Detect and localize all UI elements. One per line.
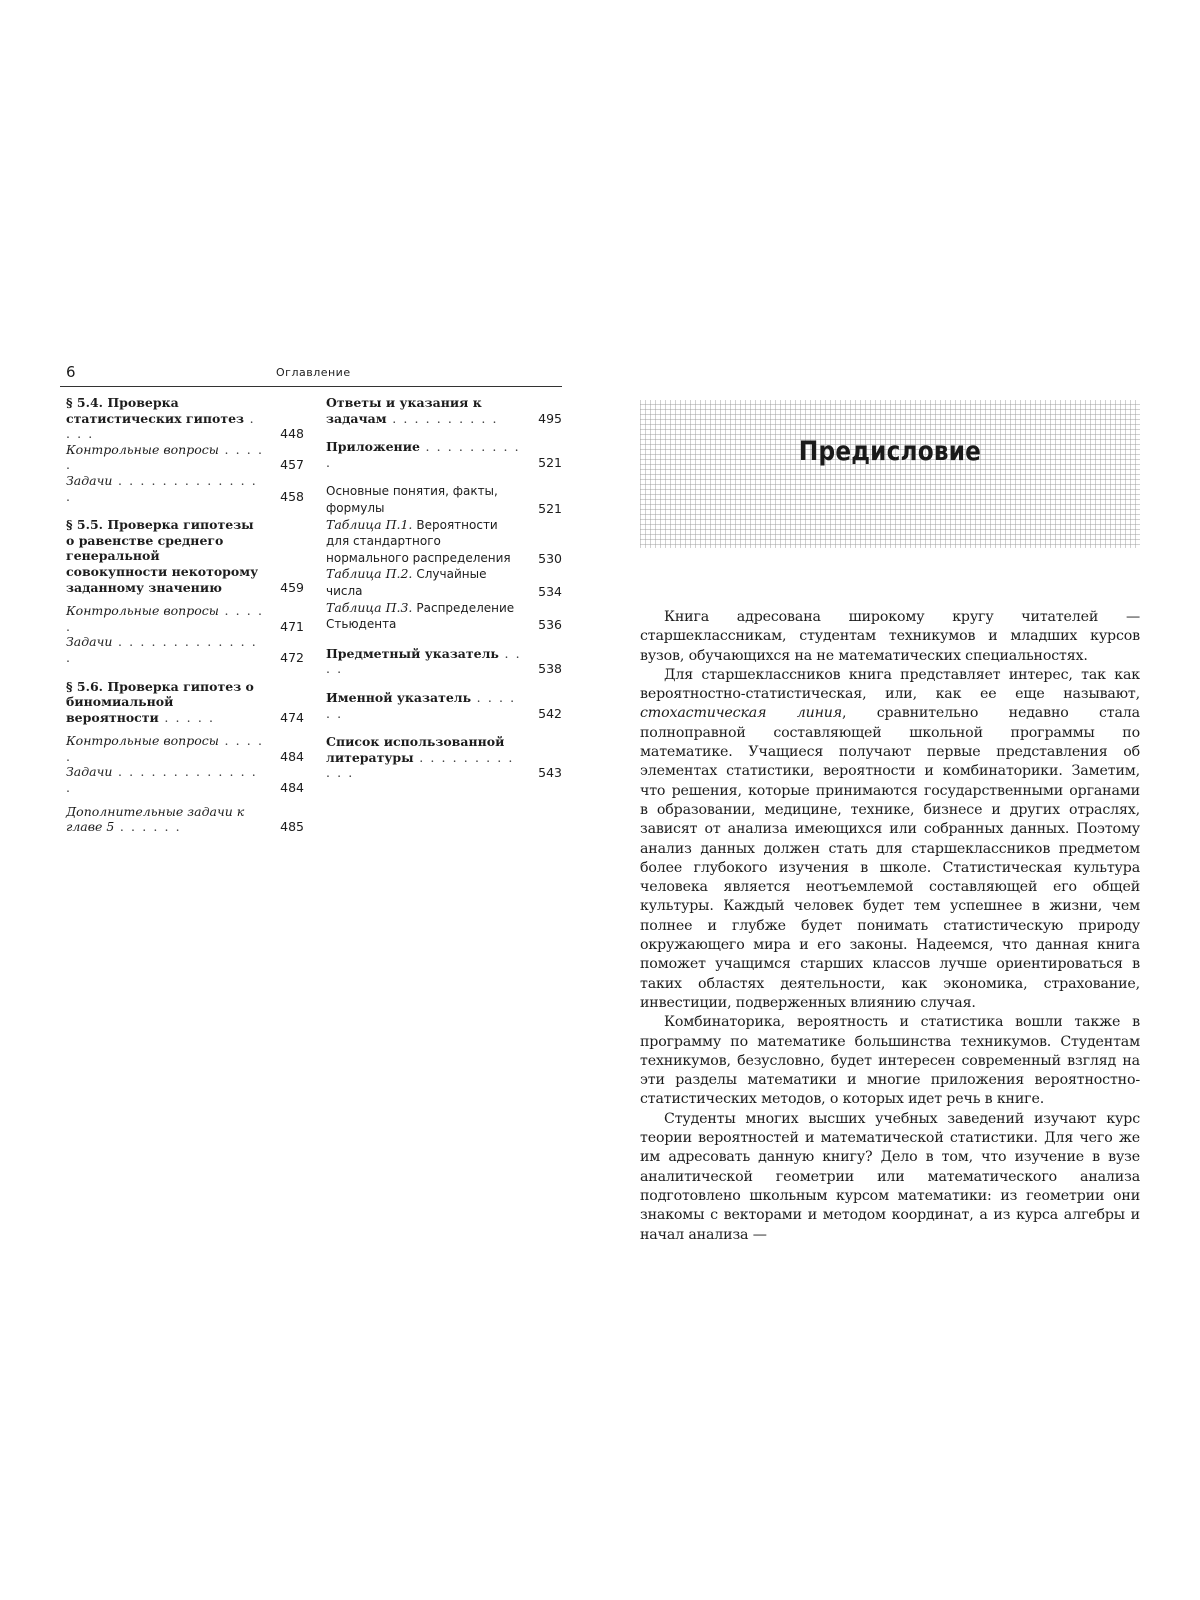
toc-column-2 [326, 395, 562, 781]
toc-entry-title: Задачи [66, 472, 113, 488]
toc-entry-page: 534 [538, 583, 562, 599]
toc-entry[interactable] [66, 517, 304, 595]
toc-entry-title: Ответы и указания к задачам [326, 395, 482, 426]
toc-entry-title: Контрольные вопросы [66, 603, 219, 619]
toc-entry-page: 538 [538, 661, 562, 677]
toc-entry[interactable] [326, 566, 562, 599]
toc-entry-title: § 5.5. Проверка гипотезы о равенстве среднего генеральной совокупности некоторому заданному значению [66, 517, 259, 595]
toc-entry[interactable]: Приложение . . . . . . . . . . 521 [326, 439, 562, 470]
toc-entry-title: Список использованной литературы [326, 734, 505, 765]
toc-entry-title: § 5.4. Проверка статистических гипотез [66, 395, 245, 426]
toc-entry-page: 458 [280, 488, 304, 504]
page-number: 6 [66, 363, 76, 381]
toc-entry-title: Дополнительные задачи к главе 5 [66, 803, 245, 835]
toc-entry-page: 484 [280, 748, 304, 764]
toc-entry[interactable] [326, 483, 562, 516]
toc-entry[interactable] [326, 517, 562, 567]
toc-entry-page: 485 [280, 819, 304, 835]
toc-entry-title: Именной указатель [326, 689, 472, 705]
toc-entry-page: 472 [280, 649, 304, 665]
paragraph: Комбинаторика, вероятность и статистика вошли также в программу по математике большинства техникумов. Студентам техникумов, безусловно, будет интересен современный взгляд на эти разделы математики и многие приложения вероятностно-статистических методов, о которых идет речь в книге. [640, 1014, 1140, 1108]
chapter-heading: Предисловие [798, 436, 982, 467]
toc-entry[interactable]: Именной указатель . . . . . . 542 [326, 689, 562, 721]
toc-entry-page: 536 [538, 617, 562, 633]
paragraph-text: Для старшеклассников книга представляет интерес, так как вероятностно-статистическая, или, как ее еще называют, [640, 666, 1140, 703]
toc-entry[interactable]: Предметный указатель . . . . 538 [326, 645, 562, 677]
right-page [640, 400, 1140, 1243]
toc-entry-title: Задачи [66, 634, 113, 650]
left-page [60, 362, 562, 835]
toc-entry[interactable]: Список использованной литературы . . . . . . . . . . . . 543 [326, 734, 562, 781]
paragraph-text: , сравнительно недавно стала полноправной составляющей школьной программы по математике. Учащиеся получают первые представления об элементах статистики, вероятности и комбинаторики. Заметим, что решения, которые принимаются государственными органами в образовании, медицине, технике, бизнесе и других отраслях, зависят от анализа имеющихся или собранных данных. Поэтому анализ данных должен стать для старшеклассников предметом более глубокого изучения в школе. Статистическая культура человека является неотъемлемой составляющей его общей культуры. Каждый человек будет тем успешнее в жизни, чем полнее и глубже будет понимать статистическую природу окружающего мира и его законы. Надеемся, что данная книга поможет учащимся старших классов лучше ориентироваться в таких областях деятельности, как экономика, страхование, инвестиции, подверженных влиянию случая. [640, 705, 1140, 1011]
running-head [60, 362, 562, 387]
chapter-banner [640, 400, 1140, 548]
toc-entry-title [326, 517, 511, 565]
toc-entry-page: 521 [538, 454, 562, 470]
toc-entry[interactable]: Ответы и указания к задачам . . . . . . . . . . 495 [326, 395, 562, 426]
toc-entry-page: 457 [280, 457, 304, 473]
toc-entry-title: Контрольные вопросы [66, 733, 219, 749]
toc-entry-page: 521 [538, 500, 562, 516]
paragraph [640, 666, 1140, 1013]
toc-entry-page: 542 [538, 705, 562, 721]
toc-entry-title: § 5.6. Проверка гипотез о биномиальной вероятности [66, 678, 254, 725]
table-ref: Таблица П.1. [326, 516, 413, 532]
table-title: Распределение Стьюдента [326, 600, 515, 632]
toc-entry[interactable] [326, 600, 562, 633]
table-ref: Таблица П.3. [326, 599, 413, 615]
table-ref: Таблица П.2. [326, 566, 413, 582]
toc-entry-page: 543 [538, 765, 562, 781]
toc-entry[interactable]: Дополнительные задачи к главе 5 . . . . . . 485 [66, 803, 304, 835]
toc-entry-page: 530 [538, 550, 562, 566]
toc-entry-page: 495 [538, 410, 562, 426]
toc-entry[interactable]: Задачи . . . . . . . . . . . . . . 484 [66, 764, 304, 796]
toc-entry-title: Задачи [66, 764, 113, 780]
toc-entry-page: 484 [280, 780, 304, 796]
paragraph: Книга адресована широкому кругу читателей — старшеклассникам, студентам техникумов и младших курсов вузов, обучающихся на не математических специальностях. [640, 609, 1140, 664]
toc-entry[interactable]: § 5.6. Проверка гипотез о биномиальной вероятности . . . . . 474 [66, 678, 304, 725]
toc-entry-page: 448 [280, 426, 304, 442]
preface-body [640, 608, 1140, 1245]
emphasis-term: стохастическая линия [640, 705, 842, 722]
paragraph: Студенты многих высших учебных заведений изучают курс теории вероятностей и математической статистики. Для чего же им адресовать данную книгу? Дело в том, что изучение в вузе аналитической геометрии или математического анализа подготовлено школьным курсом математики: из геометрии они знакомы с векторами и методом координат, а из курса алгебры и начал анализа — [640, 1110, 1140, 1243]
toc-entry[interactable]: Контрольные вопросы . . . . . 457 [66, 441, 304, 473]
toc-entry[interactable]: Контрольные вопросы . . . . . 484 [66, 733, 304, 764]
toc-entry[interactable]: § 5.4. Проверка статистических гипотез . . . . 448 [66, 395, 304, 442]
toc-entry-page: 474 [280, 709, 304, 725]
running-title: Оглавление [276, 366, 351, 379]
toc-entry-title: Предметный указатель [326, 645, 499, 661]
toc-entry-title: Приложение [326, 439, 420, 455]
toc-entry-title: Основные понятия, факты, формулы [326, 484, 498, 515]
table-title: Вероятности для стандартного нормального распределения [326, 517, 511, 565]
toc-column-1 [66, 395, 304, 835]
toc-entry-title [326, 566, 486, 598]
toc-entry[interactable]: Задачи . . . . . . . . . . . . . . 472 [66, 634, 304, 665]
toc-entry[interactable]: Задачи . . . . . . . . . . . . . . 458 [66, 472, 304, 504]
toc-entry[interactable]: Контрольные вопросы . . . . . 471 [66, 603, 304, 634]
toc-entry-title: Контрольные вопросы [66, 441, 219, 457]
toc-entry-title [326, 600, 514, 632]
toc-entry-page: 459 [280, 579, 304, 595]
toc-entry-page: 471 [280, 618, 304, 634]
table-title: Случайные числа [326, 567, 487, 598]
